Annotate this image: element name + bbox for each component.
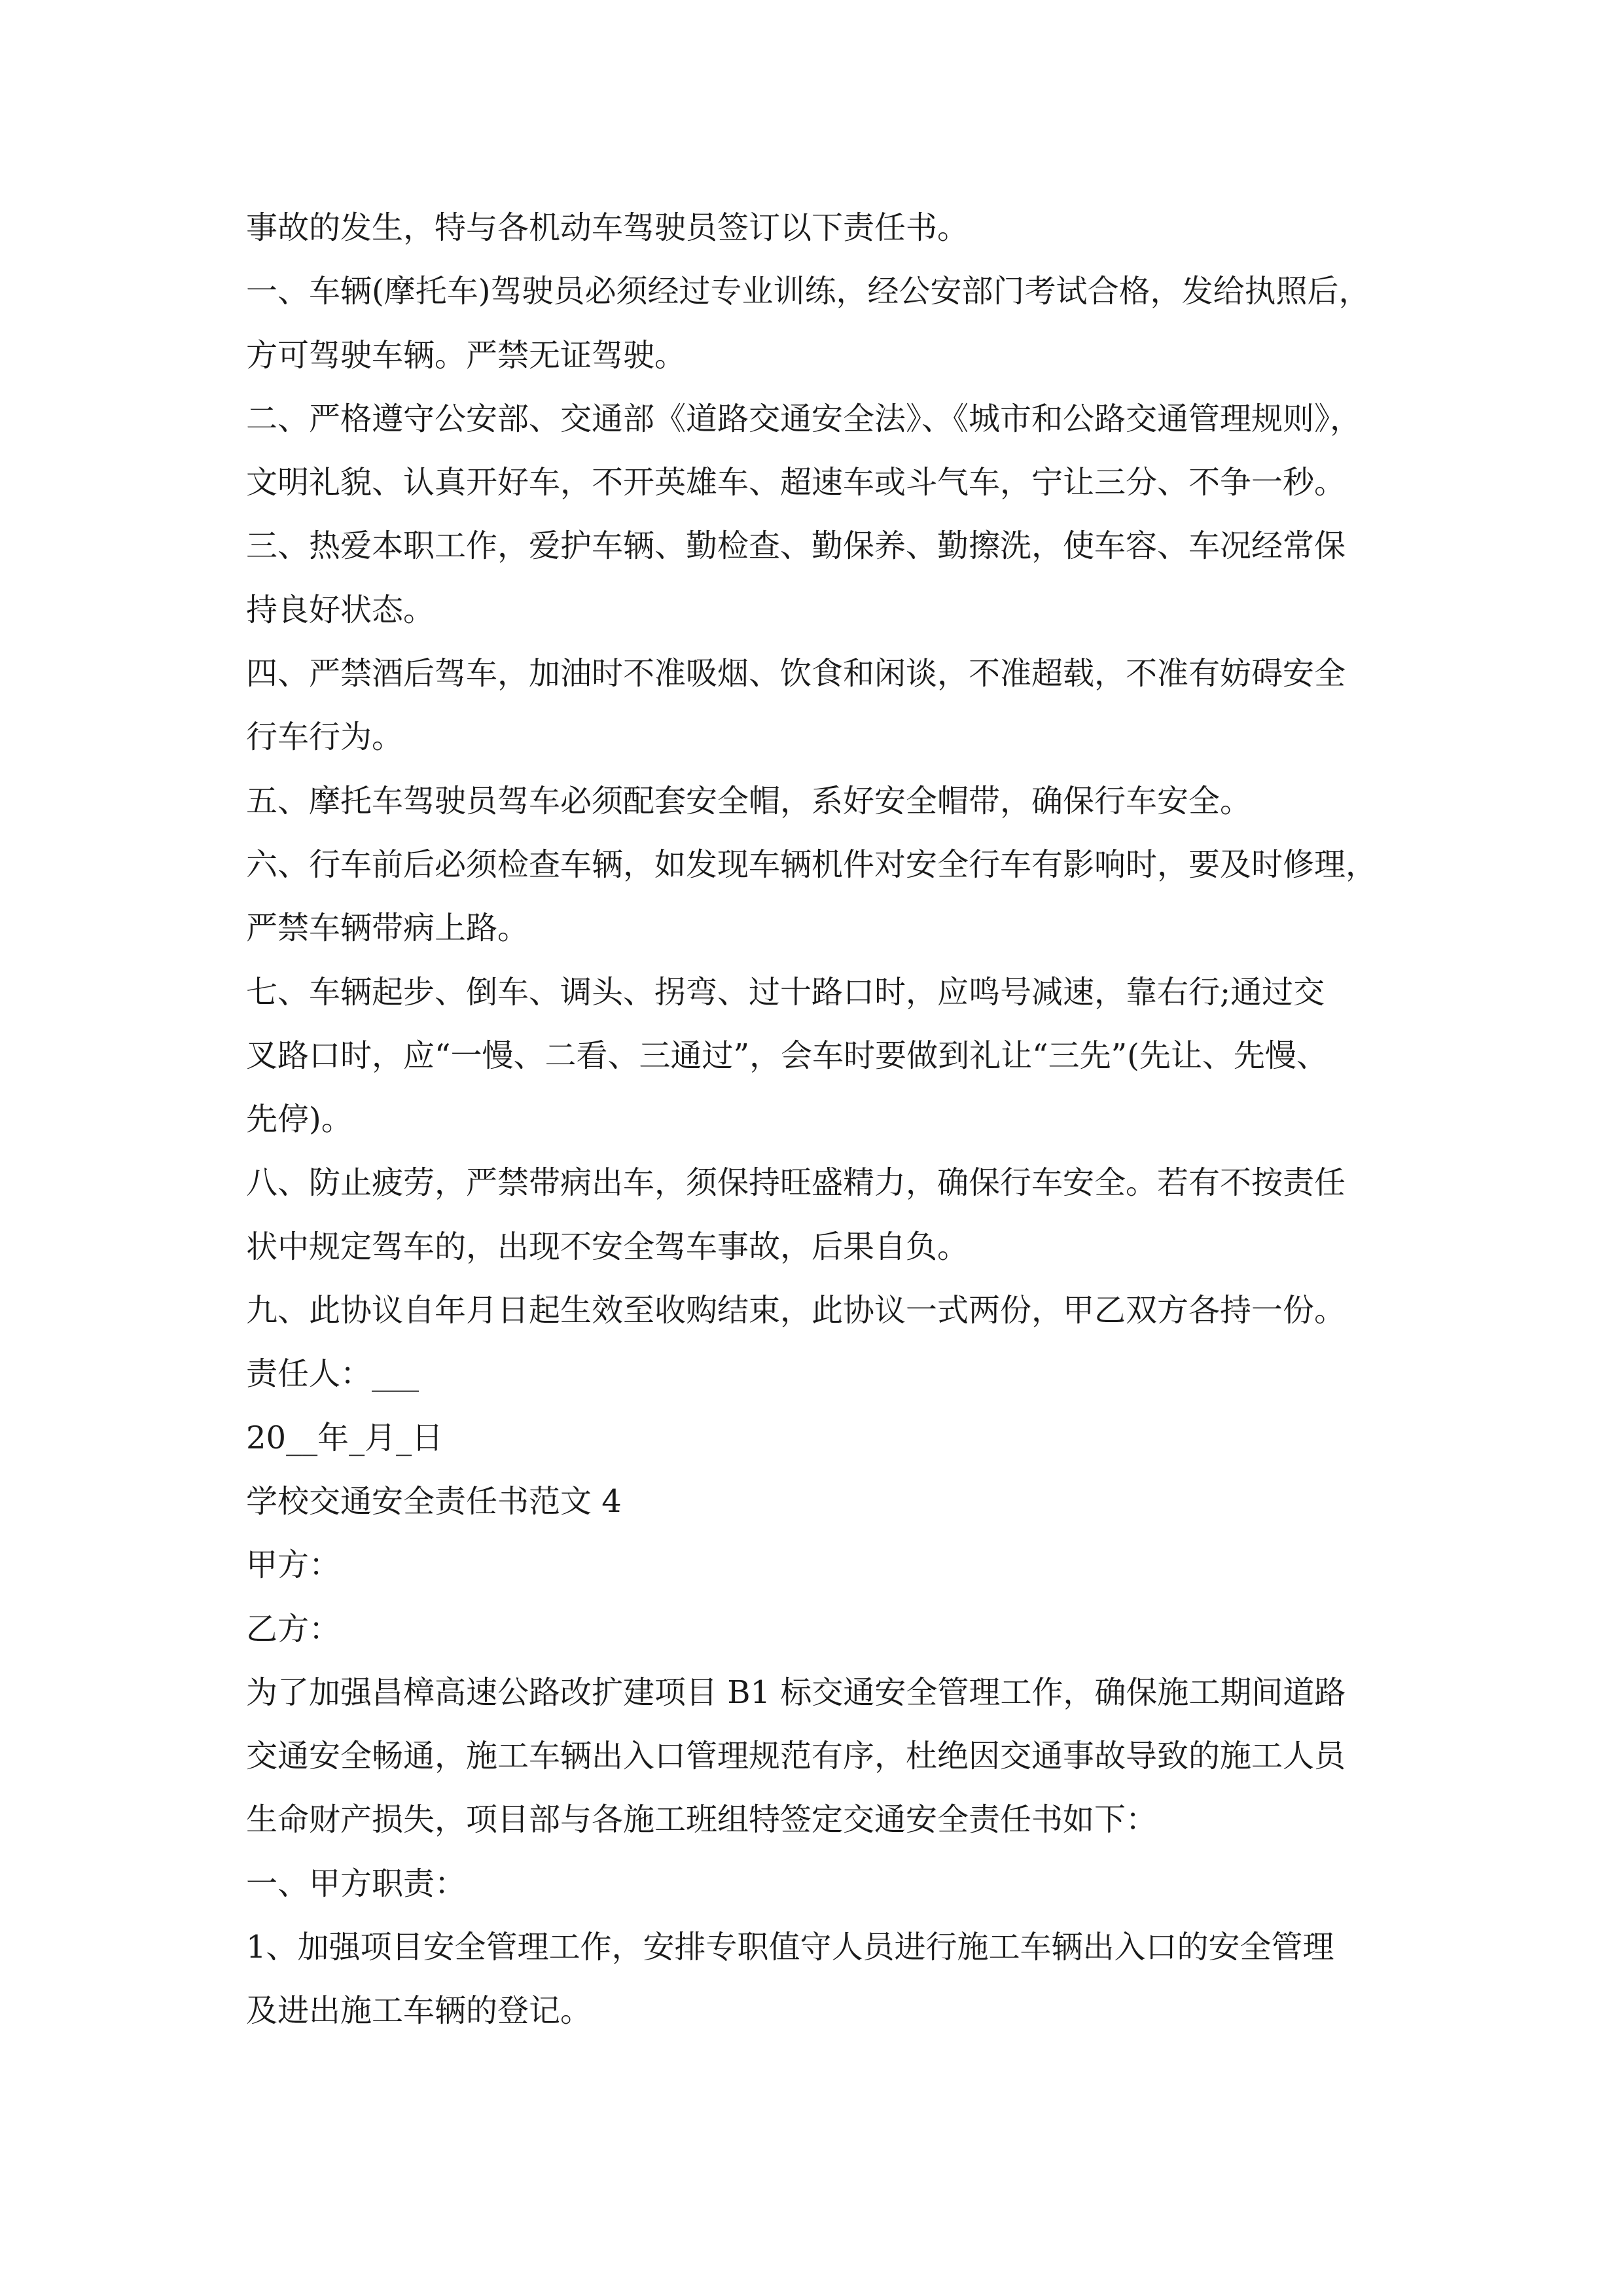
text-line: 四、严禁酒后驾车，加油时不准吸烟、饮食和闲谈，不准超载，不准有妨碍安全	[246, 655, 1346, 692]
text-line: 为了加强昌樟高速公路改扩建项目 B1 标交通安全管理工作，确保施工期间道路	[246, 1674, 1346, 1711]
text-line: 六、行车前后必须检查车辆，如发现车辆机件对安全行车有影响时，要及时修理，	[246, 846, 1378, 883]
text-line: 五、摩托车驾驶员驾车必须配套安全帽，系好安全帽带，确保行车安全。	[246, 782, 1252, 819]
text-line: 行车行为。	[246, 719, 404, 756]
text-line: 先停)。	[246, 1101, 353, 1138]
text-line: 方可驾驶车辆。严禁无证驾驶。	[246, 336, 687, 374]
text-line: 叉路口时，应“一慢、二看、三通过”，会车时要做到礼让“三先”(先让、先慢、	[246, 1037, 1328, 1074]
text-line: 事故的发生，特与各机动车驾驶员签订以下责任书。	[246, 209, 969, 246]
text-line: 文明礼貌、认真开好车，不开英雄车、超速车或斗气车，宁让三分、不争一秒。	[246, 464, 1346, 501]
text-line: 严禁车辆带病上路。	[246, 910, 529, 947]
date-line: 20__年_月_日	[246, 1419, 444, 1456]
text-line: 及进出施工车辆的登记。	[246, 1992, 592, 2030]
text-line: 八、防止疲劳，严禁带病出车，须保持旺盛精力，确保行车安全。若有不按责任	[246, 1164, 1346, 1202]
text-line: 状中规定驾车的，出现不安全驾车事故，后果自负。	[246, 1228, 969, 1265]
text-line: 一、甲方职责：	[246, 1865, 467, 1902]
text-line: 九、此协议自年月日起生效至收购结束，此协议一式两份，甲乙双方各持一份。	[246, 1292, 1346, 1329]
text-line: 持良好状态。	[246, 591, 435, 628]
section-title: 学校交通安全责任书范文 4	[246, 1482, 622, 1520]
signature-line: 责任人：___	[246, 1355, 419, 1393]
text-line: 生命财产损失，项目部与各施工班组特签定交通安全责任书如下：	[246, 1801, 1158, 1839]
document-body	[246, 196, 1424, 2043]
party-a-line: 甲方：	[246, 1547, 341, 1584]
text-line: 交通安全畅通，施工车辆出入口管理规范有序，杜绝因交通事故导致的施工人员	[246, 1738, 1346, 1775]
text-line: 1、加强项目安全管理工作，安排专职值守人员进行施工车辆出入口的安全管理	[246, 1929, 1334, 1966]
text-line: 三、热爱本职工作，爱护车辆、勤检查、勤保养、勤擦洗，使车容、车况经常保	[246, 528, 1346, 565]
text-line: 一、车辆(摩托车)驾驶员必须经过专业训练，经公安部门考试合格，发给执照后，	[246, 273, 1370, 310]
party-b-line: 乙方：	[246, 1610, 341, 1647]
text-line: 七、车辆起步、倒车、调头、拐弯、过十路口时，应鸣号减速，靠右行;通过交	[246, 973, 1325, 1011]
text-line: 二、严格遵守公安部、交通部《道路交通安全法》、《城市和公路交通管理规则》，	[246, 400, 1362, 437]
